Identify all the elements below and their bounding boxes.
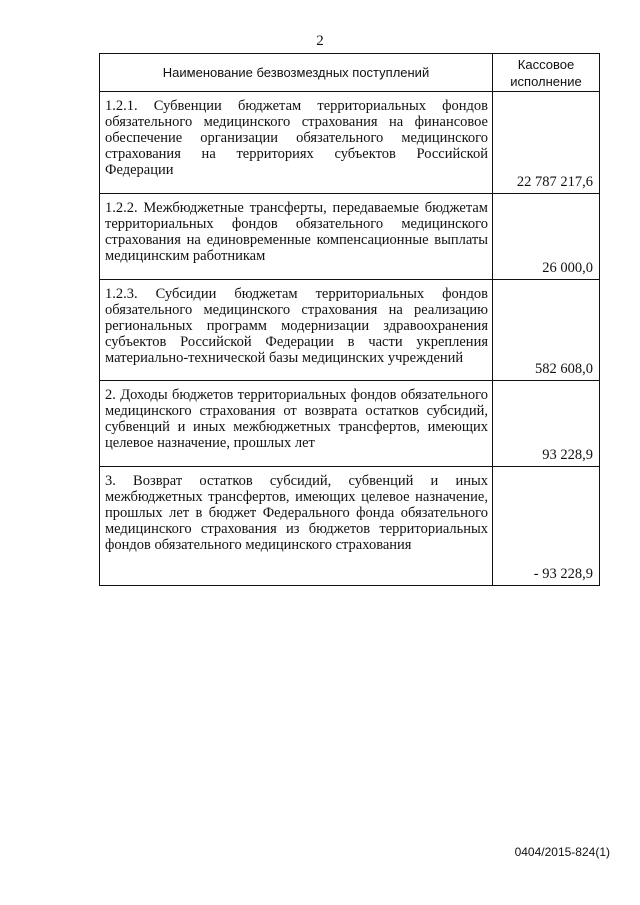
row-description: 1.2.2. Межбюджетные трансферты, передаваемые бюджетам территориальных фондов обязательного медицинского страхования на единовременные компенсационные выплаты медицинским работникам [100,194,493,280]
row-description: 3. Возврат остатков субсидий, субвенций и иных межбюджетных трансфертов, имеющих целевое назначение, прошлых лет в бюджет Федерального фонда обязательного медицинского страхования из бюджетов территориальных фондов обязательного медицинского страхования [100,467,493,586]
column-header-execution-line1: Кассовое [517,56,575,72]
row-value: 26 000,0 [493,194,600,280]
receipts-table [99,53,600,586]
column-header-execution [493,54,600,92]
document-code: 0404/2015-824(1) [514,845,610,859]
row-description: 1.2.3. Субсидии бюджетам территориальных фондов обязательного медицинского страхования на реализацию региональных программ модернизации здравоохранения субъектов Российской Федерации в части укрепления материально-технической базы медицинских учреждений [100,280,493,381]
row-description: 1.2.1. Субвенции бюджетам территориальных фондов обязательного медицинского страхования на финансовое обеспечение организации обязательного медицинского страхования на территориях субъектов Российской Федерации [100,92,493,194]
table-header-row [100,54,600,92]
table-row [100,467,600,586]
row-value: 93 228,9 [493,381,600,467]
row-description: 2. Доходы бюджетов территориальных фондов обязательного медицинского страхования от возврата остатков субсидий, субвенций и иных межбюджетных трансфертов, имеющих целевое назначение, прошлых лет [100,381,493,467]
table-row [100,381,600,467]
row-value: 22 787 217,6 [493,92,600,194]
table-row [100,280,600,381]
row-value: - 93 228,9 [493,467,600,586]
table-row [100,92,600,194]
table-row [100,194,600,280]
column-header-execution-line2: исполнение [510,73,582,89]
row-value: 582 608,0 [493,280,600,381]
column-header-name: Наименование безвозмездных поступлений [100,54,493,92]
page-number: 2 [316,33,324,49]
